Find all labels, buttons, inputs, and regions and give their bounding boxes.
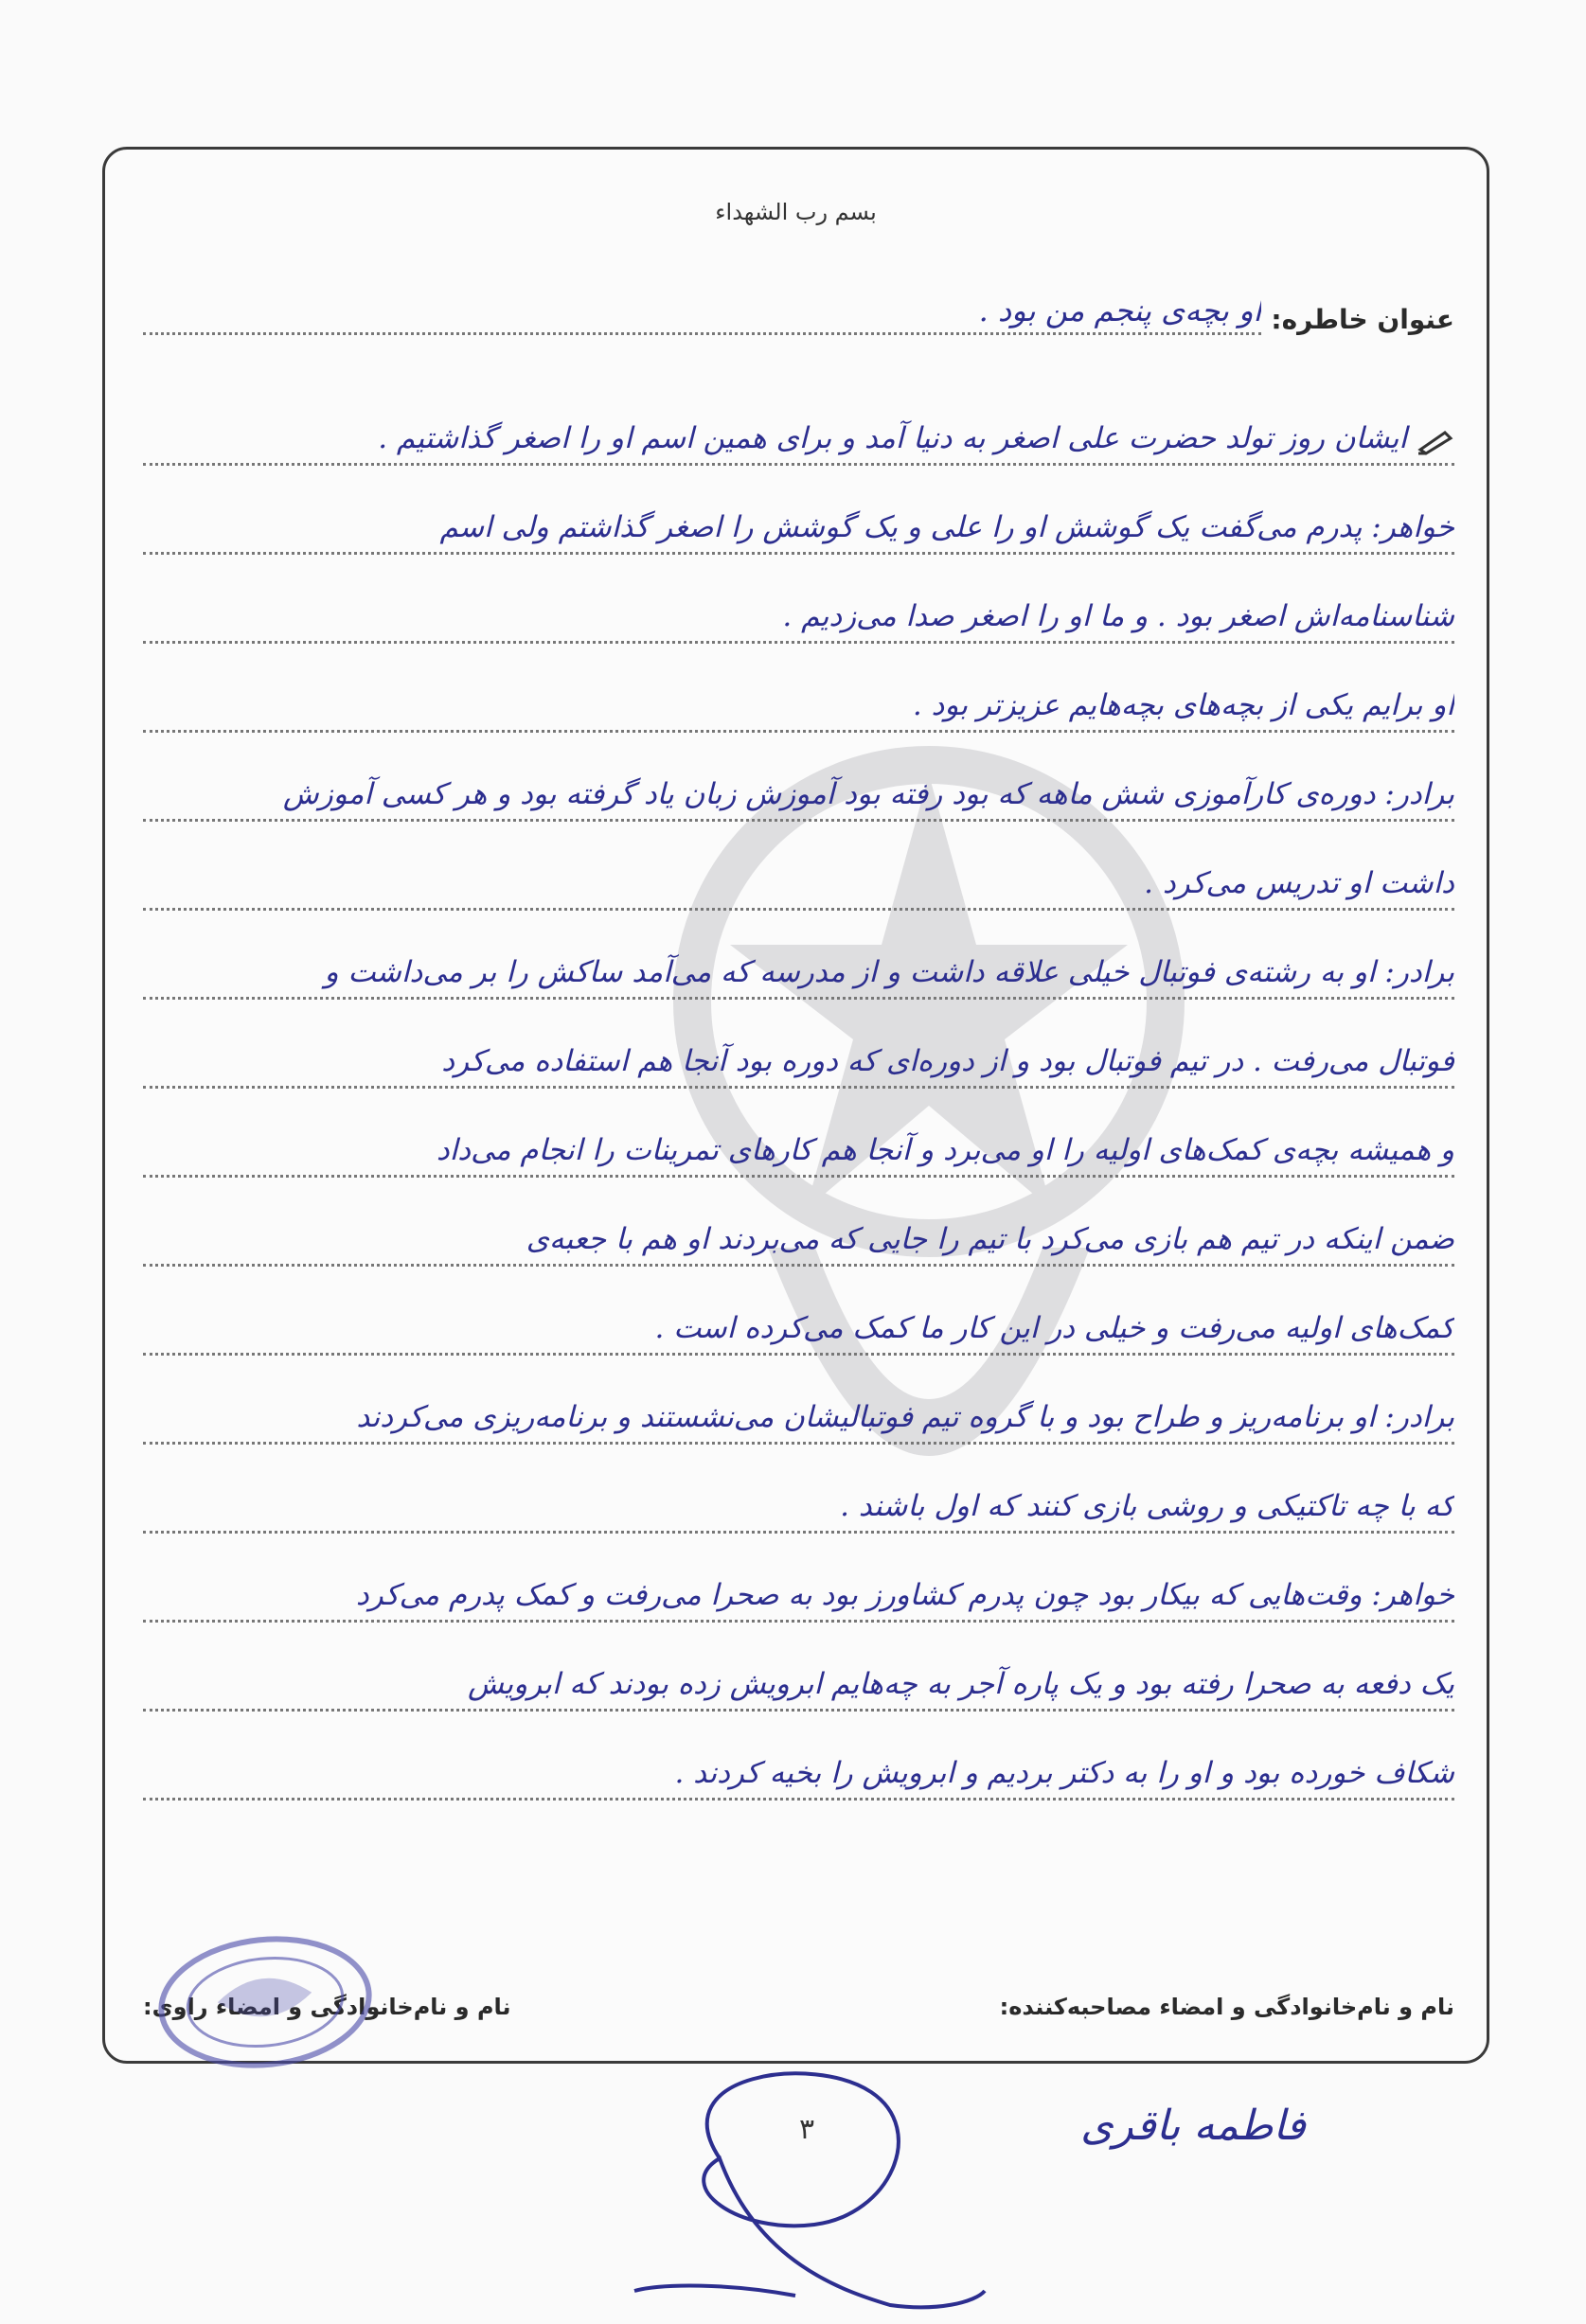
text-line-content: فوتبال می‌رفت . در تیم فوتبال بود و از دوره‌ای که دوره بود آنجا هم استفاده می‌کرد: [441, 1044, 1454, 1078]
text-line: [143, 1623, 1454, 1712]
text-line-content: ایشان روز تولد حضرت علی اصغر به دنیا آمد و برای همین اسم او را اصغر گذاشتیم .: [378, 421, 1407, 455]
memoir-form: [102, 147, 1489, 2064]
memory-title-value: او بچه‌ی پنجم من بود .: [143, 293, 1261, 335]
text-line-content: خواهر: پدرم می‌گفت یک گوشش او را علی و یک گوشش را اصغر گذاشتم ولی اسم: [439, 510, 1454, 544]
text-line: [143, 1445, 1454, 1534]
text-line: [143, 1000, 1454, 1089]
text-line: [143, 822, 1454, 911]
ink-stamp: [145, 1920, 385, 2085]
text-line-content: که با چه تاکتیکی و روشی بازی کنند که اول باشند .: [840, 1489, 1454, 1523]
text-line-content: او برایم یکی از بچه‌های بچه‌هایم عزیزتر بود .: [912, 688, 1454, 722]
handwritten-signature: [606, 2035, 1345, 2310]
text-line: [143, 466, 1454, 555]
text-line-content: یک دفعه به صحرا رفته بود و یک پاره آجر به چه‌هایم ابرویش زده بودند که ابرویش: [467, 1667, 1454, 1701]
interviewer-signature-label: نام و نام‌خانوادگی و امضاء مصاحبه‌کننده:: [999, 1994, 1454, 2020]
text-line-content: برادر: او به رشته‌ی فوتبال خیلی علاقه داشت و از مدرسه که می‌آمد ساکش را بر می‌داشت و: [324, 955, 1454, 989]
text-line: [143, 1712, 1454, 1801]
text-line: [143, 1089, 1454, 1178]
memory-title-label: عنوان خاطره:: [1271, 304, 1454, 335]
text-line-content: برادر: او برنامه‌ریز و طراح بود و با گروه تیم فوتبالیشان می‌نشستند و برنامه‌ریزی می‌کردند: [356, 1400, 1454, 1434]
basmala-heading: بسم رب الشهداء: [715, 199, 877, 225]
text-line: [143, 733, 1454, 822]
text-line-content: خواهر: وقت‌هایی که بیکار بود چون پدرم کشاورز بود به صحرا می‌رفت و کمک پدرم می‌کرد: [355, 1578, 1454, 1612]
text-line-content: شناسنامه‌اش اصغر بود . و ما او را اصغر صدا می‌زدیم .: [782, 599, 1454, 633]
text-line: [143, 1267, 1454, 1356]
text-line-content: داشت او تدریس می‌کرد .: [1144, 866, 1454, 900]
text-line-content: کمک‌های اولیه می‌رفت و خیلی در این کار ما کمک می‌کرده است .: [654, 1311, 1454, 1345]
text-line: [143, 1356, 1454, 1445]
memoir-text-lines: [143, 377, 1454, 1801]
page-number: ۳: [798, 2113, 815, 2146]
narrator-signature-label: نام و نام‌خانوادگی و امضاء راوی:: [143, 1994, 511, 2020]
text-line: [143, 555, 1454, 644]
text-line: [143, 911, 1454, 1000]
text-line-content: ضمن اینکه در تیم هم بازی می‌کرد با تیم را جایی که می‌بردند او هم با جعبه‌ی: [526, 1222, 1454, 1256]
memory-title-row: [143, 290, 1454, 335]
text-line-content: برادر: دوره‌ی کارآموزی شش ماهه که بود رفته بود آموزش زبان یاد گرفته بود و هر کسی آموزش: [282, 777, 1454, 811]
pen-icon: [1417, 429, 1454, 455]
text-line: [143, 1534, 1454, 1623]
text-line-content: شکاف خورده بود و او را به دکتر بردیم و ابرویش را بخیه کردند .: [674, 1756, 1454, 1790]
text-line: [143, 644, 1454, 733]
narrator-signature-name: فاطمه باقری: [1080, 2102, 1306, 2150]
text-line: [143, 1178, 1454, 1267]
text-line: [143, 377, 1454, 466]
text-line-content: و همیشه بچه‌ی کمک‌های اولیه را او می‌برد و آنجا هم کارهای تمرینات را انجام می‌داد: [436, 1133, 1454, 1167]
